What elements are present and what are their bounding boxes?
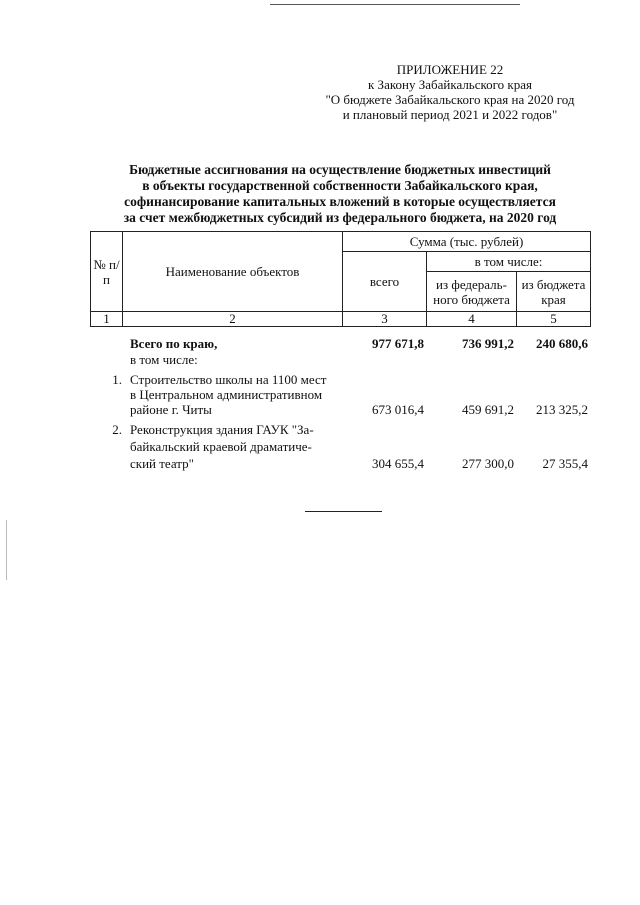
- total-sum: 977 671,8: [372, 336, 424, 351]
- budget-table-header: [90, 231, 591, 327]
- item-2-federal: 277 300,0: [462, 456, 514, 471]
- header-including: в том числе:: [427, 252, 591, 272]
- col-number-4: 4: [427, 312, 517, 327]
- appendix-line-3: "О бюджете Забайкальского края на 2020 год: [325, 92, 575, 107]
- header-sum: Сумма (тыс. рублей): [343, 232, 591, 252]
- item-2-name-line-2: байкальский краевой драматиче-: [130, 439, 312, 454]
- col-number-2: 2: [123, 312, 343, 327]
- appendix-line-1: ПРИЛОЖЕНИЕ 22: [396, 62, 504, 77]
- title-line-1: Бюджетные ассигнования на осуществление бюджетных инвестиций: [129, 162, 551, 177]
- table-row-including: [90, 352, 590, 372]
- header-federal: из федераль-ного бюджета: [427, 272, 517, 312]
- item-1-regional: 213 325,2: [536, 402, 588, 417]
- item-1-total: 673 016,4: [372, 402, 424, 417]
- item-2-name-line-1: Реконструкция здания ГАУК "За-: [130, 422, 314, 437]
- item-2-total: 304 655,4: [372, 456, 424, 471]
- total-label: Всего по краю,: [130, 336, 218, 351]
- item-1-name-line-3: районе г. Читы: [130, 402, 212, 417]
- including-label: в том числе:: [130, 352, 198, 367]
- table-row-item-1: [90, 372, 590, 422]
- col-number-3: 3: [343, 312, 427, 327]
- total-regional: 240 680,6: [536, 336, 588, 351]
- title-line-4: за счет межбюджетных субсидий из федерального бюджета, на 2020 год: [123, 210, 557, 225]
- item-1-number: 1.: [112, 372, 122, 387]
- header-total: всего: [343, 252, 427, 312]
- total-federal: 736 991,2: [462, 336, 514, 351]
- col-number-1: 1: [91, 312, 123, 327]
- table-row-item-2: [90, 422, 590, 472]
- col-number-5: 5: [517, 312, 591, 327]
- item-1-federal: 459 691,2: [462, 402, 514, 417]
- title-line-2: в объекты государственной собственности Забайкальского края,: [142, 178, 538, 193]
- item-2-name-line-3: ский театр": [130, 456, 194, 471]
- appendix-line-2: к Закону Забайкальского края: [367, 77, 532, 92]
- item-2-regional: 27 355,4: [542, 456, 588, 471]
- item-2-number: 2.: [112, 422, 122, 437]
- table-row-total: [90, 336, 590, 352]
- header-name: Наименование объектов: [123, 232, 343, 312]
- document-title: [90, 162, 590, 226]
- scan-left-edge-line: [6, 520, 7, 580]
- item-1-name-line-1: Строительство школы на 1100 мест: [130, 372, 327, 387]
- header-num: № п/п: [91, 232, 123, 312]
- header-regional: из бюджета края: [517, 272, 591, 312]
- scan-top-edge-line: [270, 4, 520, 5]
- end-of-document-line: [305, 511, 382, 512]
- budget-table-body: [90, 336, 590, 472]
- appendix-header: [300, 62, 600, 122]
- title-line-3: софинансирование капитальных вложений в которые осуществляется: [124, 194, 556, 209]
- item-1-name-line-2: в Центральном административном: [130, 387, 323, 402]
- appendix-line-4: и плановый период 2021 и 2022 годов": [342, 107, 558, 122]
